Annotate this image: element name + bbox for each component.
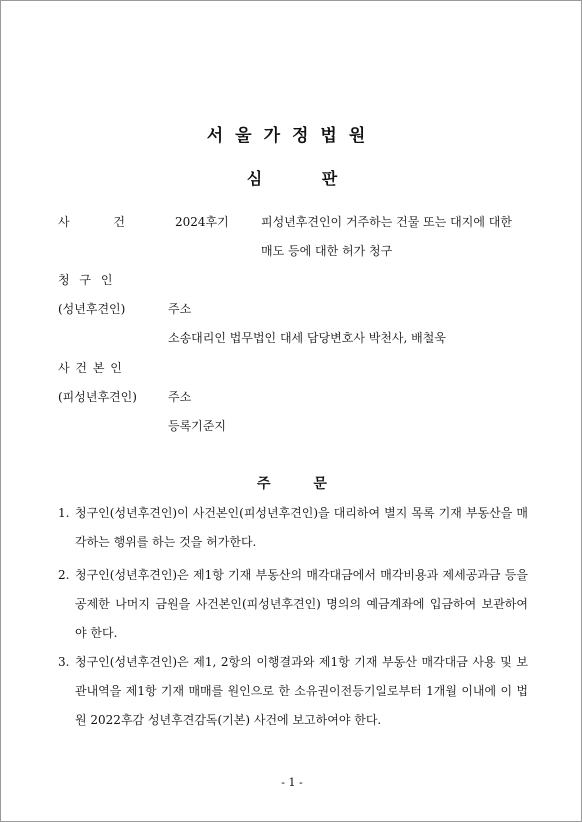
principal-domicile-label: 등록기준지 — [168, 419, 226, 433]
principal-label: 사 건 본 인 — [58, 361, 122, 375]
petitioner-role: (성년후견인) — [58, 302, 126, 316]
case-name-line1: 피성년후견인이 거주하는 건물 또는 대지에 대한 — [261, 215, 512, 229]
principal-role: (피성년후견인) — [58, 390, 137, 404]
petitioner-agent: 소송대리인 법무법인 대세 담당변호사 박천사, 배철욱 — [168, 331, 446, 345]
case-name-line2: 매도 등에 대한 허가 청구 — [261, 244, 393, 258]
order-item-number: 2. — [58, 568, 70, 582]
order-item — [58, 648, 528, 735]
petitioner-address-label: 주소 — [168, 302, 192, 316]
order-item — [58, 499, 528, 557]
case-number: 2024후기 — [175, 215, 229, 229]
page-number: - 1 - — [281, 776, 303, 789]
case-label: 사 건 — [58, 215, 125, 229]
order-item — [58, 561, 528, 648]
order-item-text: 청구인(성년후견인)은 제1항 기재 부동산의 매각대금에서 매각비용과 제세공과금 등을 공제한 나머지 금원을 사건본인(피성년후견인) 명의의 예금계좌에 입금하여 보관하여야 한다. — [75, 568, 528, 640]
order-item-text: 청구인(성년후견인)이 사건본인(피성년후견인)을 대리하여 별지 목록 기재 부동산을 매각하는 행위를 하는 것을 허가한다. — [75, 506, 528, 549]
petitioner-label: 청 구 인 — [58, 273, 113, 287]
order-item-number: 1. — [58, 506, 70, 520]
principal-address-label: 주소 — [168, 390, 192, 404]
court-name: 서울가정법원 — [206, 126, 378, 146]
order-heading: 주 문 — [257, 476, 327, 492]
order-item-text: 청구인(성년후견인)은 제1, 2항의 이행결과와 제1항 기재 부동산 매각대금 사용 및 보관내역을 제1항 기재 매매를 원인으로 한 소유권이전등기일로부터 1개월 이내에 이 법원 2022후감 성년후견감독(기본) 사건에 보고하여야 한다. — [75, 655, 528, 727]
order-item-number: 3. — [58, 655, 70, 669]
document-title: 심 판 — [246, 169, 338, 188]
